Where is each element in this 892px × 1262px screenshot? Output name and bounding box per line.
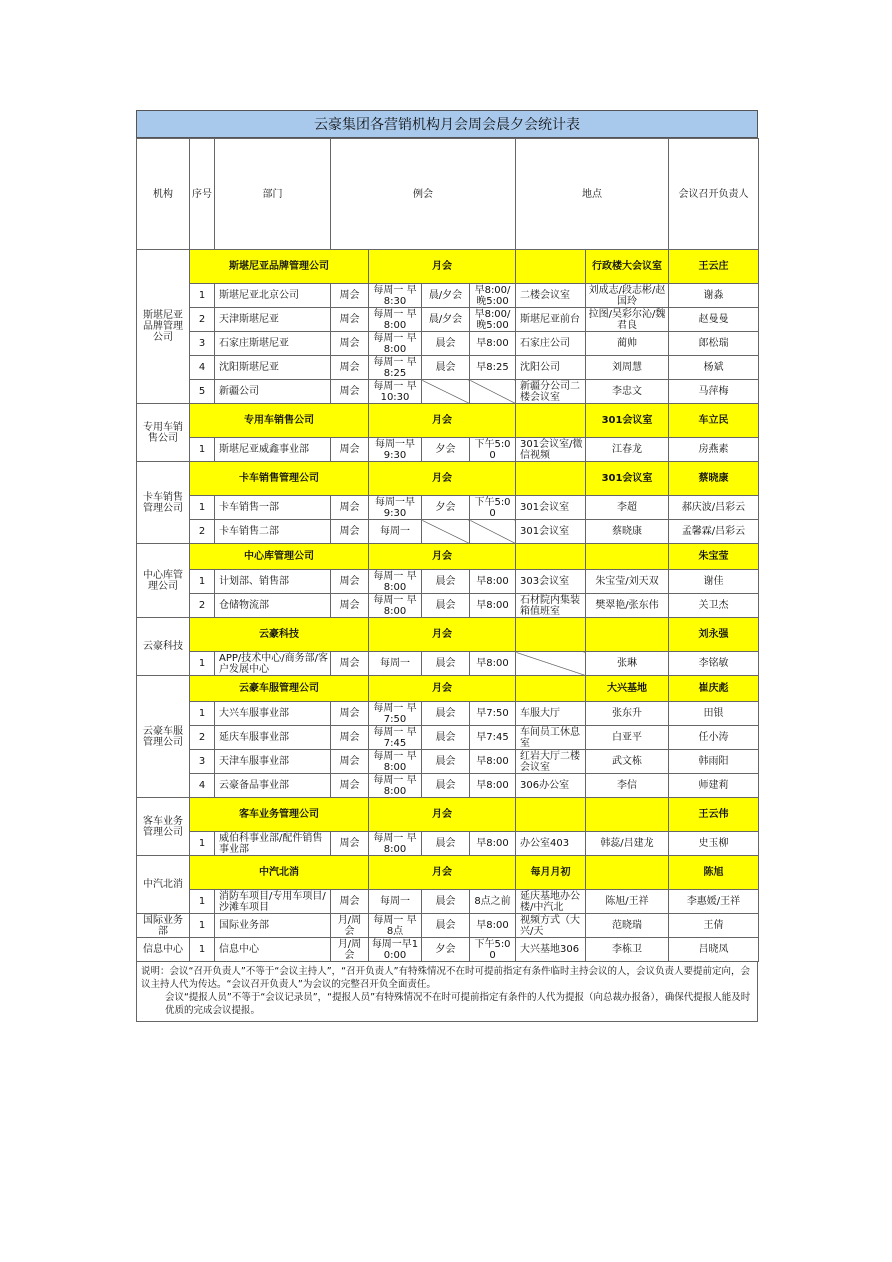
meeting-place: 延庆基地办公楼/中汽北: [516, 890, 586, 914]
company-row: [137, 618, 759, 652]
monthly-frequency: [516, 798, 586, 832]
meeting-kind: 晨会: [422, 652, 470, 676]
org-name: 客车业务管理公司: [137, 798, 190, 856]
company-owner: 刘永强: [669, 618, 759, 652]
row-seq: 2: [190, 726, 215, 750]
meeting-time: 每周一 早8:00: [369, 594, 422, 618]
meeting-type: 周会: [331, 750, 369, 774]
monthly-meeting: 月会: [369, 404, 516, 438]
meeting-place: 车间员工休息室: [516, 726, 586, 750]
company-owner: 蔡晓康: [669, 462, 759, 496]
meeting-place: 新疆分公司二楼会议室: [516, 380, 586, 404]
meeting-clock: 早8:25: [470, 356, 516, 380]
monthly-frequency: [516, 618, 586, 652]
company-name: 云豪科技: [190, 618, 369, 652]
meeting-type: 周会: [331, 890, 369, 914]
meeting-time: 每周一 早8:00: [369, 332, 422, 356]
monthly-meeting: 月会: [369, 676, 516, 702]
header-org: 机构: [137, 139, 190, 250]
dept-row: [137, 774, 759, 798]
company-place: 大兴基地: [586, 676, 669, 702]
meeting-place: 306办公室: [516, 774, 586, 798]
meeting-clock: 早8:00: [470, 774, 516, 798]
meeting-type: 周会: [331, 520, 369, 544]
meeting-reporter: 房燕素: [669, 438, 759, 462]
dept-row: [137, 438, 759, 462]
meeting-reporter: 关卫杰: [669, 594, 759, 618]
org-name: 云豪科技: [137, 618, 190, 676]
meeting-reporter: 郝庆波/吕彩云: [669, 496, 759, 520]
company-owner: 车立民: [669, 404, 759, 438]
meeting-time: 每周一 早10:30: [369, 380, 422, 404]
meeting-type: 周会: [331, 652, 369, 676]
company-row: [137, 250, 759, 284]
company-place: 301会议室: [586, 404, 669, 438]
meeting-type: 月/周会: [331, 938, 369, 962]
meeting-place: 301会议室: [516, 520, 586, 544]
meeting-clock: 下午5:00: [470, 938, 516, 962]
company-place: [586, 856, 669, 890]
meeting-owner: 拉图/吴彩尔沁/魏君良: [586, 308, 669, 332]
meeting-kind: 夕会: [422, 938, 470, 962]
row-seq: 4: [190, 356, 215, 380]
meeting-clock: 早8:00: [470, 832, 516, 856]
meeting-clock: 早8:00: [470, 594, 516, 618]
meeting-type: 周会: [331, 380, 369, 404]
monthly-frequency: [516, 544, 586, 570]
company-name: 斯堪尼亚品牌管理公司: [190, 250, 369, 284]
meeting-clock: [470, 520, 516, 544]
org-name: 专用车销售公司: [137, 404, 190, 462]
meeting-kind: 晨会: [422, 594, 470, 618]
statistics-sheet: [136, 110, 758, 1022]
row-seq: 1: [190, 702, 215, 726]
meeting-type: 周会: [331, 356, 369, 380]
meeting-kind: 晨会: [422, 750, 470, 774]
meeting-reporter: 孟馨霖/吕彩云: [669, 520, 759, 544]
header-seq: 序号: [190, 139, 215, 250]
meeting-time: 每周一 早7:45: [369, 726, 422, 750]
meeting-type: 周会: [331, 496, 369, 520]
meeting-reporter: 谢佳: [669, 570, 759, 594]
row-seq: 1: [190, 438, 215, 462]
meeting-place: [516, 652, 586, 676]
meeting-reporter: 马萍梅: [669, 380, 759, 404]
footnote-line-2: 会议“提报人员”不等于“会议记录员”，“提报人员”有特殊情况不在时可提前指定有条件的人代为提报（向总裁办报备），确保代提报人能及时优质的完成会议提报。: [165, 992, 751, 1016]
meeting-time: 每周一: [369, 890, 422, 914]
row-seq: 1: [190, 832, 215, 856]
company-owner: 朱宝莹: [669, 544, 759, 570]
dept-row: [137, 496, 759, 520]
monthly-meeting: 月会: [369, 544, 516, 570]
meeting-owner: 张琳: [586, 652, 669, 676]
company-place: [586, 618, 669, 652]
dept-name: 国际业务部: [215, 914, 331, 938]
meeting-owner: 范晓瑞: [586, 914, 669, 938]
meeting-kind: 晨会: [422, 332, 470, 356]
dept-row: [137, 356, 759, 380]
org-name: 斯堪尼亚品牌管理公司: [137, 250, 190, 404]
org-name: 中心库管理公司: [137, 544, 190, 618]
meeting-place: 车服大厅: [516, 702, 586, 726]
meeting-type: 周会: [331, 726, 369, 750]
row-seq: 2: [190, 594, 215, 618]
row-seq: 2: [190, 308, 215, 332]
meeting-clock: 早8:00: [470, 332, 516, 356]
meeting-time: 每周一 早8点: [369, 914, 422, 938]
meeting-clock: 早7:45: [470, 726, 516, 750]
dept-row: [137, 832, 759, 856]
meeting-reporter: 师建莉: [669, 774, 759, 798]
row-seq: 3: [190, 750, 215, 774]
dept-name: 卡车销售一部: [215, 496, 331, 520]
dept-name: 威伯科事业部/配件销售事业部: [215, 832, 331, 856]
meeting-reporter: 韩雨阳: [669, 750, 759, 774]
dept-name: 仓储物流部: [215, 594, 331, 618]
company-row: [137, 544, 759, 570]
meeting-type: 周会: [331, 438, 369, 462]
dept-row: [137, 938, 759, 962]
meeting-place: 303会议室: [516, 570, 586, 594]
dept-name: 沈阳斯堪尼亚: [215, 356, 331, 380]
meeting-time: 每周一: [369, 520, 422, 544]
meeting-type: 周会: [331, 774, 369, 798]
meeting-owner: 李超: [586, 496, 669, 520]
meeting-type: 周会: [331, 332, 369, 356]
meeting-clock: 早8:00: [470, 750, 516, 774]
meeting-kind: [422, 520, 470, 544]
header-owner: 会议召开负责人: [669, 139, 759, 250]
monthly-frequency: 每月月初: [516, 856, 586, 890]
meeting-kind: 晨/夕会: [422, 284, 470, 308]
monthly-frequency: [516, 462, 586, 496]
org-name: 卡车销售管理公司: [137, 462, 190, 544]
dept-row: [137, 332, 759, 356]
meeting-place: 大兴基地306: [516, 938, 586, 962]
meeting-type: 周会: [331, 832, 369, 856]
meeting-owner: 刘成志/段志彬/赵国玲: [586, 284, 669, 308]
dept-row: [137, 594, 759, 618]
meeting-kind: 夕会: [422, 496, 470, 520]
row-seq: 4: [190, 774, 215, 798]
dept-name: 石家庄斯堪尼亚: [215, 332, 331, 356]
dept-row: [137, 750, 759, 774]
meeting-type: 周会: [331, 594, 369, 618]
row-seq: 3: [190, 332, 215, 356]
company-place: 301会议室: [586, 462, 669, 496]
meeting-clock: 下午5:00: [470, 438, 516, 462]
meeting-kind: 晨会: [422, 702, 470, 726]
meeting-owner: 朱宝莹/刘天双: [586, 570, 669, 594]
meeting-owner: 张东升: [586, 702, 669, 726]
monthly-meeting: 月会: [369, 462, 516, 496]
dept-row: [137, 308, 759, 332]
meeting-reporter: 郎松瑞: [669, 332, 759, 356]
dept-name: 斯堪尼亚北京公司: [215, 284, 331, 308]
meeting-owner: 江春龙: [586, 438, 669, 462]
meeting-kind: [422, 380, 470, 404]
meeting-time: 每周一早9:30: [369, 496, 422, 520]
company-row: [137, 462, 759, 496]
meeting-kind: 晨会: [422, 356, 470, 380]
dept-name: 延庆车服事业部: [215, 726, 331, 750]
meeting-type: 周会: [331, 570, 369, 594]
meeting-time: 每周一 早8:25: [369, 356, 422, 380]
dept-name: 天津车服事业部: [215, 750, 331, 774]
meeting-place: 沈阳公司: [516, 356, 586, 380]
company-name: 中汽北消: [190, 856, 369, 890]
meeting-place: 301会议室/微信视频: [516, 438, 586, 462]
dept-name: 信息中心: [215, 938, 331, 962]
meeting-reporter: 任小涛: [669, 726, 759, 750]
sheet-title: 云豪集团各营销机构月会周会晨夕会统计表: [136, 110, 758, 138]
meeting-time: 每周一 早8:00: [369, 774, 422, 798]
row-seq: 2: [190, 520, 215, 544]
meeting-kind: 晨会: [422, 914, 470, 938]
company-row: [137, 676, 759, 702]
meeting-owner: 白亚平: [586, 726, 669, 750]
dept-row: [137, 380, 759, 404]
company-row: [137, 856, 759, 890]
company-name: 卡车销售管理公司: [190, 462, 369, 496]
header-place: 地点: [516, 139, 669, 250]
meeting-time: 每周一 早8:00: [369, 832, 422, 856]
dept-name: 新疆公司: [215, 380, 331, 404]
company-owner: 王云伟: [669, 798, 759, 832]
dept-row: [137, 570, 759, 594]
org-name: 中汽北消: [137, 856, 190, 914]
footnote-line-1: 说明：会议“召开负责人”不等于“会议主持人”，“召开负责人”有特殊情况不在时可提前指定有条件临时主持会议的人，会议负责人要提前定向，会议主持人代为传达。“会议召开负责人”为会议的完整召开负全面责任。: [141, 966, 751, 990]
meeting-reporter: 杨斌: [669, 356, 759, 380]
company-place: [586, 798, 669, 832]
meeting-reporter: 田银: [669, 702, 759, 726]
meeting-reporter: 赵曼曼: [669, 308, 759, 332]
meeting-reporter: 史玉柳: [669, 832, 759, 856]
row-seq: 1: [190, 284, 215, 308]
meeting-place: 石家庄公司: [516, 332, 586, 356]
row-seq: 1: [190, 938, 215, 962]
company-row: [137, 798, 759, 832]
company-place: [586, 544, 669, 570]
dept-row: [137, 702, 759, 726]
org-name: 云豪车服管理公司: [137, 676, 190, 798]
meeting-reporter: 吕晓凤: [669, 938, 759, 962]
dept-row: [137, 284, 759, 308]
monthly-frequency: [516, 250, 586, 284]
meeting-time: 每周一 早8:30: [369, 284, 422, 308]
meeting-clock: 早7:50: [470, 702, 516, 726]
meeting-time: 每周一: [369, 652, 422, 676]
meeting-clock: 早8:00: [470, 914, 516, 938]
meeting-kind: 晨/夕会: [422, 308, 470, 332]
meeting-type: 月/周会: [331, 914, 369, 938]
meeting-time: 每周一 早8:00: [369, 570, 422, 594]
meeting-place: 斯堪尼亚前台: [516, 308, 586, 332]
meeting-clock: 早8:00/晚5:00: [470, 308, 516, 332]
dept-name: 卡车销售二部: [215, 520, 331, 544]
dept-name: 斯堪尼亚威鑫事业部: [215, 438, 331, 462]
dept-row: [137, 652, 759, 676]
company-name: 云豪车服管理公司: [190, 676, 369, 702]
dept-row: [137, 726, 759, 750]
monthly-meeting: 月会: [369, 618, 516, 652]
company-owner: 王云庄: [669, 250, 759, 284]
company-row: [137, 404, 759, 438]
row-seq: 1: [190, 890, 215, 914]
header-row: [137, 139, 759, 250]
meeting-clock: 8点之前: [470, 890, 516, 914]
meeting-clock: 下午5:00: [470, 496, 516, 520]
org-name: 信息中心: [137, 938, 190, 962]
meeting-owner: 李栋卫: [586, 938, 669, 962]
meeting-kind: 晨会: [422, 726, 470, 750]
meeting-reporter: 李铭敏: [669, 652, 759, 676]
meeting-kind: 晨会: [422, 890, 470, 914]
dept-name: 大兴车服事业部: [215, 702, 331, 726]
monthly-frequency: [516, 404, 586, 438]
meeting-type: 周会: [331, 284, 369, 308]
meeting-type: 周会: [331, 702, 369, 726]
monthly-meeting: 月会: [369, 250, 516, 284]
meeting-type: 周会: [331, 308, 369, 332]
meeting-place: 办公室403: [516, 832, 586, 856]
meeting-reporter: 谢淼: [669, 284, 759, 308]
dept-row: [137, 914, 759, 938]
row-seq: 1: [190, 570, 215, 594]
company-name: 专用车销售公司: [190, 404, 369, 438]
monthly-meeting: 月会: [369, 856, 516, 890]
meeting-clock: [470, 380, 516, 404]
meeting-clock: 早8:00: [470, 570, 516, 594]
meeting-kind: 晨会: [422, 832, 470, 856]
company-owner: 崔庆彪: [669, 676, 759, 702]
meeting-place: 视频方式（大兴/天: [516, 914, 586, 938]
meeting-clock: 早8:00/晚5:00: [470, 284, 516, 308]
meeting-owner: 刘周慧: [586, 356, 669, 380]
meeting-time: 每周一 早7:50: [369, 702, 422, 726]
meeting-place: 二楼会议室: [516, 284, 586, 308]
company-name: 中心库管理公司: [190, 544, 369, 570]
meeting-place: 石材院内集装箱值班室: [516, 594, 586, 618]
meeting-owner: 蔺帅: [586, 332, 669, 356]
meeting-time: 每周一 早8:00: [369, 750, 422, 774]
monthly-meeting: 月会: [369, 798, 516, 832]
org-name: 国际业务部: [137, 914, 190, 938]
meeting-owner: 李信: [586, 774, 669, 798]
meeting-owner: 韩蕊/吕建龙: [586, 832, 669, 856]
monthly-frequency: [516, 676, 586, 702]
header-dept: 部门: [215, 139, 331, 250]
meeting-time: 每周一 早8:00: [369, 308, 422, 332]
dept-name: 计划部、销售部: [215, 570, 331, 594]
meeting-kind: 晨会: [422, 570, 470, 594]
footnote: [136, 962, 758, 1022]
meeting-place: 红岩大厅二楼会议室: [516, 750, 586, 774]
meeting-clock: 早8:00: [470, 652, 516, 676]
meeting-owner: 武文栋: [586, 750, 669, 774]
row-seq: 1: [190, 496, 215, 520]
meeting-reporter: 李惠媛/王祥: [669, 890, 759, 914]
row-seq: 1: [190, 914, 215, 938]
meeting-owner: 李忠文: [586, 380, 669, 404]
dept-name: 天津斯堪尼亚: [215, 308, 331, 332]
row-seq: 5: [190, 380, 215, 404]
meeting-reporter: 王倩: [669, 914, 759, 938]
dept-name: APP/技术中心/商务部/客户发展中心: [215, 652, 331, 676]
dept-row: [137, 890, 759, 914]
row-seq: 1: [190, 652, 215, 676]
meeting-owner: 蔡晓康: [586, 520, 669, 544]
meeting-time: 每周一早10:00: [369, 938, 422, 962]
meeting-place: 301会议室: [516, 496, 586, 520]
company-name: 客车业务管理公司: [190, 798, 369, 832]
meeting-table: [136, 138, 759, 962]
dept-name: 消防车项目/专用车项目/沙滩车项目: [215, 890, 331, 914]
company-place: 行政楼大会议室: [586, 250, 669, 284]
meeting-kind: 晨会: [422, 774, 470, 798]
header-meeting: 例会: [331, 139, 516, 250]
meeting-time: 每周一早9:30: [369, 438, 422, 462]
company-owner: 陈旭: [669, 856, 759, 890]
dept-row: [137, 520, 759, 544]
meeting-kind: 夕会: [422, 438, 470, 462]
dept-name: 云豪备品事业部: [215, 774, 331, 798]
meeting-owner: 陈旭/王祥: [586, 890, 669, 914]
meeting-owner: 樊翠艳/张东伟: [586, 594, 669, 618]
